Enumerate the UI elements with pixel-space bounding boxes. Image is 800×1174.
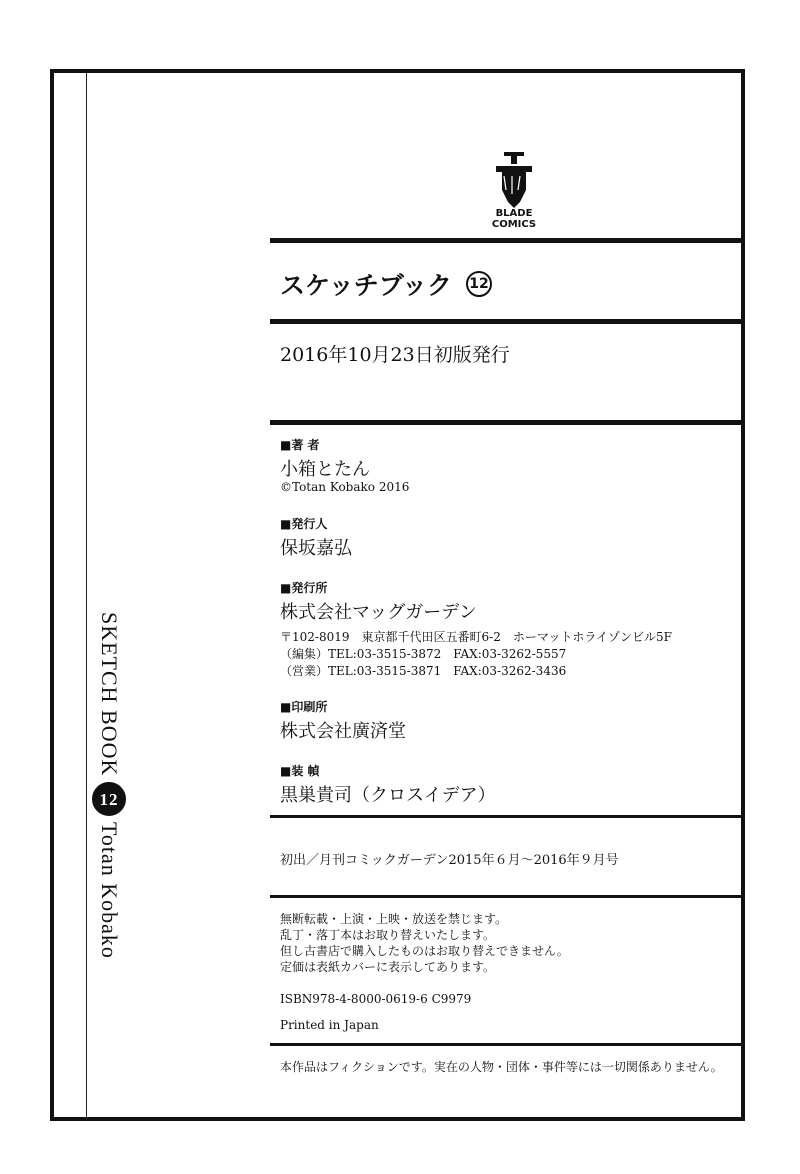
rule-after-title: [270, 319, 745, 324]
spine-text: [92, 612, 126, 959]
book-title: [280, 266, 492, 302]
notice-line: 但し古書店で購入したものはお取り替えできません。: [280, 944, 569, 958]
first-appearance: 初出／月刊コミックガーデン2015年６月～2016年９月号: [280, 853, 619, 868]
sales-contact: （営業）TEL:03-3515-3871 FAX:03-3262-3436: [280, 664, 567, 678]
blade-comics-logo: [482, 150, 546, 230]
rule-after-first-appearance: [270, 895, 745, 898]
publisher-address: 〒102-8019 東京都千代田区五番町6-2 ホーマットホライゾンビル5F: [280, 630, 672, 644]
rule-after-date: [270, 420, 745, 425]
isbn: ISBN978-4-8000-0619-6 C9979: [280, 992, 472, 1006]
notice-line: 定価は表紙カバーに表示してあります。: [280, 960, 496, 974]
editorial-contact: （編集）TEL:03-3515-3872 FAX:03-3262-5557: [280, 647, 567, 661]
book-title-text: スケッチブック: [280, 271, 453, 300]
notice-line: 無断転載・上演・上映・放送を禁じます。: [280, 912, 508, 926]
rule-after-logo: [270, 238, 745, 243]
author-name: 小箱とたん: [280, 459, 370, 480]
design-name: 黒巣貴司（クロスイデア）: [280, 785, 496, 806]
issuer-label: ■発行人: [280, 517, 328, 531]
publisher-label: ■発行所: [280, 581, 328, 595]
spine-volume-badge: 12: [92, 782, 126, 816]
spine-divider: [86, 73, 87, 1117]
publication-date: 2016年10月23日初版発行: [280, 344, 510, 366]
rule-before-disclaimer: [270, 1043, 745, 1046]
printer-label: ■印刷所: [280, 700, 328, 714]
notice-line: 乱丁・落丁本はお取り替えいたします。: [280, 928, 496, 942]
printer-name: 株式会社廣済堂: [280, 721, 406, 742]
issuer-name: 保坂嘉弘: [280, 538, 352, 559]
copyright-notice: ©Totan Kobako 2016: [280, 480, 410, 494]
spine-author: Totan Kobako: [97, 822, 122, 960]
publisher-name: 株式会社マッグガーデン: [280, 602, 477, 623]
logo-text-blade: BLADE: [495, 208, 533, 219]
logo-text-comics: COMICS: [491, 219, 537, 230]
rule-after-credits: [270, 815, 745, 818]
fiction-disclaimer: 本作品はフィクションです。実在の人物・団体・事件等には一切関係ありません。: [280, 1060, 723, 1074]
spine-series-title: SKETCH BOOK: [97, 612, 122, 777]
printed-in: Printed in Japan: [280, 1018, 379, 1032]
book-volume-badge: 12: [466, 271, 492, 297]
design-label: ■装 幀: [280, 764, 320, 778]
author-label: ■著 者: [280, 438, 320, 452]
